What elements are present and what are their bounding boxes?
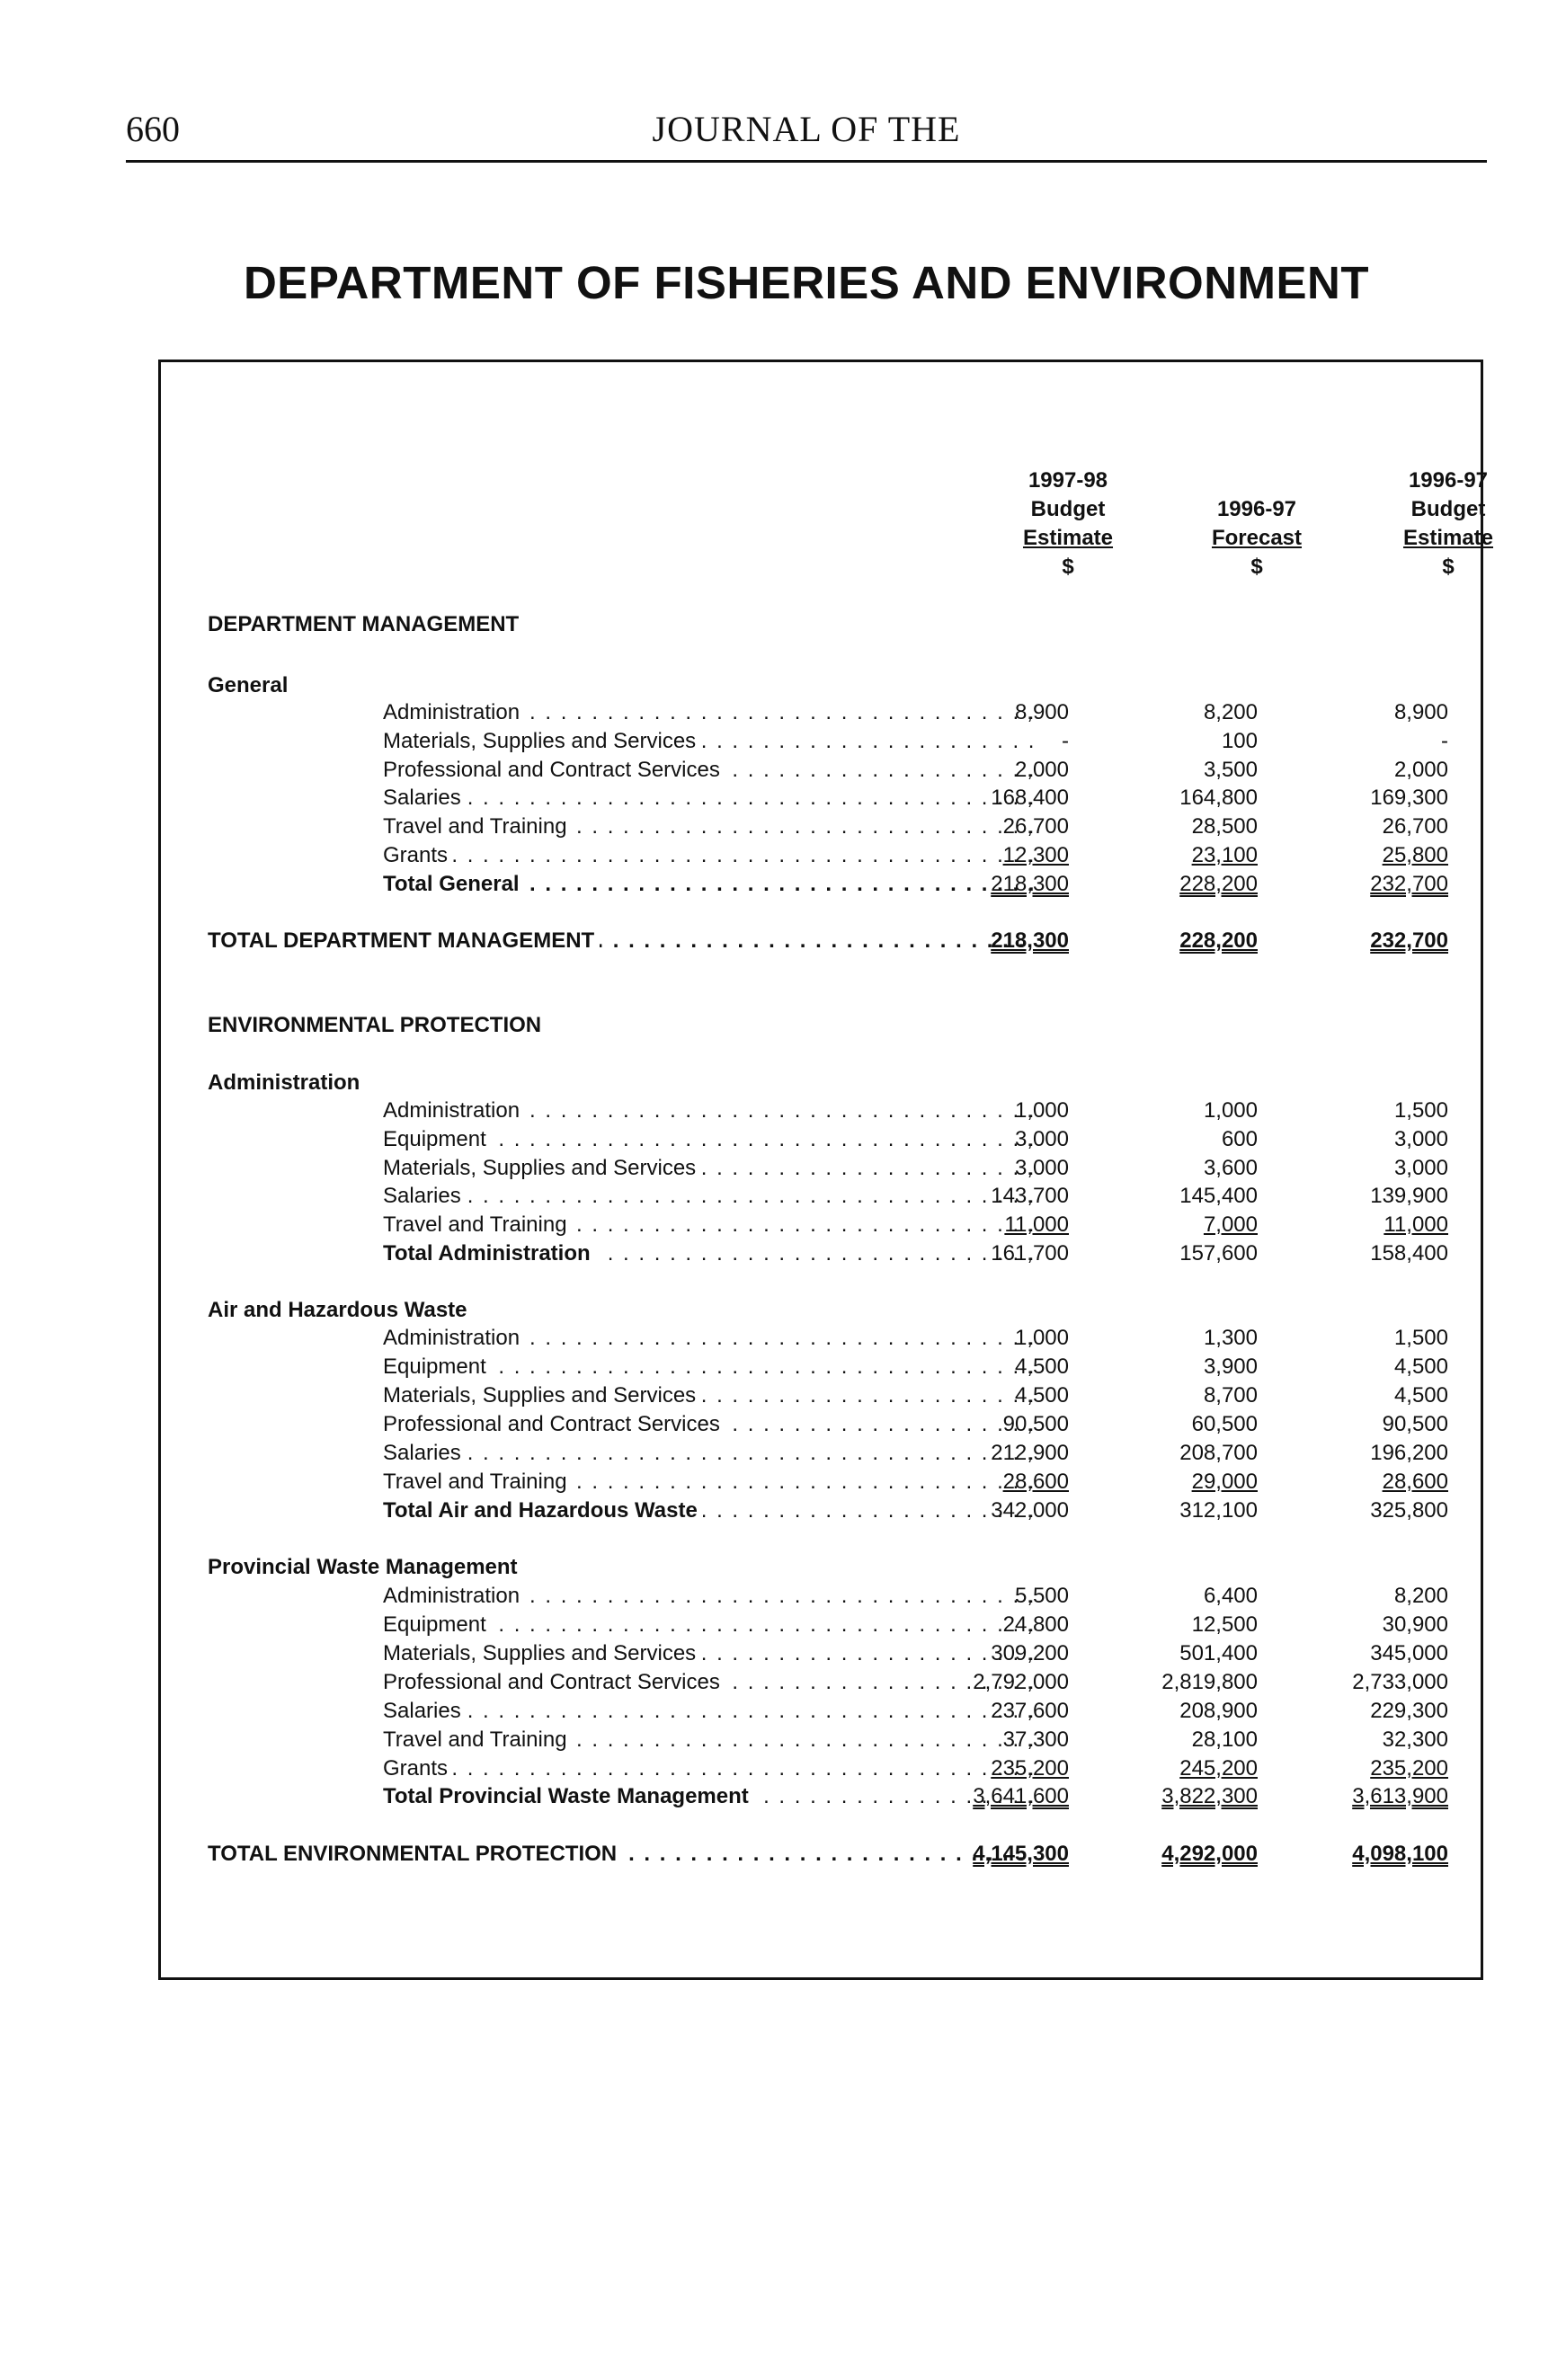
row-label: Equipment — [296, 1354, 492, 1379]
value-cell: 4,500 — [1014, 1383, 1069, 1408]
value-cell: 157,600 — [1179, 1241, 1258, 1265]
table-row — [161, 1182, 1486, 1211]
row-label: Travel and Training — [296, 1470, 573, 1494]
value-cell: 1,000 — [1014, 1098, 1069, 1123]
value-cell: 28,100 — [1191, 1727, 1258, 1752]
column-line3: Forecast — [1211, 526, 1303, 550]
value-cell: 2,733,000 — [1352, 1670, 1448, 1694]
value-cell: 3,641,600 — [973, 1784, 1069, 1808]
subtotal-row — [161, 1496, 1486, 1525]
table-row — [161, 727, 1486, 756]
value-cell: 169,300 — [1370, 786, 1448, 810]
value-cell: 1,500 — [1393, 1098, 1448, 1123]
column-year: 1997-98 — [1028, 468, 1108, 493]
row-label: Materials, Supplies and Services — [296, 1156, 701, 1180]
value-cell: 312,100 — [1179, 1498, 1258, 1523]
value-cell: 1,000 — [1203, 1098, 1258, 1123]
value-cell: 245,200 — [1179, 1756, 1258, 1781]
value-cell: 143,700 — [991, 1184, 1069, 1208]
row-label: TOTAL DEPARTMENT MANAGEMENT — [208, 928, 600, 953]
value-cell: 196,200 — [1370, 1441, 1448, 1465]
value-cell: 1,300 — [1203, 1326, 1258, 1350]
value-cell: 28,500 — [1191, 814, 1258, 839]
column-line3: Estimate — [1022, 526, 1114, 550]
table-row — [161, 1611, 1486, 1639]
table-row — [161, 1697, 1486, 1726]
value-cell: 325,800 — [1370, 1498, 1448, 1523]
table-row — [161, 1639, 1486, 1668]
value-cell: - — [1441, 729, 1448, 753]
value-cell: 2,000 — [1014, 758, 1069, 782]
budget-table-box — [158, 360, 1494, 1980]
subsection-heading: General — [208, 673, 289, 697]
value-cell: 2,819,800 — [1161, 1670, 1258, 1694]
value-cell: 4,500 — [1014, 1354, 1069, 1379]
value-cell: 145,400 — [1179, 1184, 1258, 1208]
row-label: Equipment — [296, 1127, 492, 1151]
subtotal-row — [161, 870, 1486, 899]
table-row — [161, 1726, 1486, 1754]
value-cell: 7,000 — [1203, 1212, 1258, 1237]
table-row — [161, 1353, 1486, 1381]
value-cell: 3,000 — [1014, 1127, 1069, 1151]
table-row — [161, 1324, 1486, 1353]
column-year: 1996-97 — [1408, 468, 1489, 493]
row-label: Total Administration — [296, 1241, 596, 1265]
row-label: Travel and Training — [296, 814, 573, 839]
value-cell: 5,500 — [1014, 1584, 1069, 1608]
column-line2: 1996-97 — [1216, 497, 1297, 521]
row-label: Professional and Contract Services — [296, 1412, 725, 1436]
value-cell: 8,200 — [1393, 1584, 1448, 1608]
value-cell: 6,400 — [1203, 1584, 1258, 1608]
column-line2: Budget — [1410, 497, 1486, 521]
value-cell: 208,700 — [1179, 1441, 1258, 1465]
column-header-forecast-1996-97 — [1176, 466, 1338, 582]
table-row — [161, 1410, 1486, 1439]
value-cell: 235,200 — [991, 1756, 1069, 1781]
row-label: Professional and Contract Services — [296, 758, 725, 782]
value-cell: 229,300 — [1370, 1699, 1448, 1723]
department-title: DEPARTMENT OF FISHERIES AND ENVIRONMENT — [243, 257, 1370, 308]
value-cell: 164,800 — [1179, 786, 1258, 810]
column-header-budget-1997-98 — [987, 466, 1149, 582]
value-cell: 4,292,000 — [1161, 1842, 1258, 1866]
value-cell: 60,500 — [1191, 1412, 1258, 1436]
value-cell: 139,900 — [1370, 1184, 1448, 1208]
value-cell: 4,145,300 — [973, 1842, 1069, 1866]
value-cell: 158,400 — [1370, 1241, 1448, 1265]
value-cell: 30,900 — [1382, 1612, 1448, 1637]
value-cell: 235,200 — [1370, 1756, 1448, 1781]
section-heading: ENVIRONMENTAL PROTECTION — [208, 1013, 542, 1037]
value-cell: 228,200 — [1179, 872, 1258, 896]
column-line2: Budget — [1030, 497, 1106, 521]
row-label: Salaries — [296, 1184, 467, 1208]
value-cell: 4,500 — [1393, 1354, 1448, 1379]
table-row — [161, 1439, 1486, 1468]
value-cell: 8,700 — [1203, 1383, 1258, 1408]
column-header-budget-1996-97 — [1367, 466, 1529, 582]
subsection-heading: Provincial Waste Management — [208, 1555, 518, 1579]
table-row — [161, 1097, 1486, 1125]
column-year — [1176, 466, 1338, 495]
value-cell: 11,000 — [1384, 1212, 1448, 1237]
value-cell: 208,900 — [1179, 1699, 1258, 1723]
value-cell: 3,000 — [1014, 1156, 1069, 1180]
row-label: Materials, Supplies and Services — [296, 1641, 701, 1665]
row-label: Administration — [296, 1098, 525, 1123]
value-cell: 232,700 — [1370, 928, 1448, 953]
table-row — [161, 1668, 1486, 1697]
header-rule — [126, 160, 1487, 163]
total-row — [161, 1840, 1486, 1869]
table-row — [161, 698, 1486, 727]
value-cell: 23,100 — [1191, 843, 1258, 867]
value-cell: 37,300 — [1002, 1727, 1069, 1752]
value-cell: 4,500 — [1393, 1383, 1448, 1408]
value-cell: 232,700 — [1370, 872, 1448, 896]
value-cell: 342,000 — [991, 1498, 1069, 1523]
table-row — [161, 1582, 1486, 1611]
table-row — [161, 1211, 1486, 1239]
row-label: Travel and Training — [296, 1727, 573, 1752]
value-cell: 32,300 — [1382, 1727, 1448, 1752]
value-cell: 26,700 — [1002, 814, 1069, 839]
value-cell: 218,300 — [991, 928, 1069, 953]
row-label: Grants — [296, 843, 453, 867]
table-row — [161, 756, 1486, 785]
row-label: Materials, Supplies and Services — [296, 729, 701, 753]
value-cell: 3,000 — [1393, 1127, 1448, 1151]
subsection-heading: Air and Hazardous Waste — [208, 1298, 467, 1322]
row-label: Total Provincial Waste Management — [296, 1784, 754, 1808]
value-cell: 309,200 — [991, 1641, 1069, 1665]
value-cell: 90,500 — [1002, 1412, 1069, 1436]
value-cell: 25,800 — [1382, 843, 1448, 867]
row-label: Travel and Training — [296, 1212, 573, 1237]
value-cell: 90,500 — [1382, 1412, 1448, 1436]
value-cell: 28,600 — [1002, 1470, 1069, 1494]
value-cell: 28,600 — [1382, 1470, 1448, 1494]
value-cell: 1,500 — [1393, 1326, 1448, 1350]
row-label: Total Air and Hazardous Waste — [296, 1498, 703, 1523]
subtotal-row — [161, 1782, 1486, 1811]
value-cell: 8,900 — [1393, 700, 1448, 724]
table-row — [161, 813, 1486, 841]
value-cell: 501,400 — [1179, 1641, 1258, 1665]
value-cell: 3,500 — [1203, 758, 1258, 782]
subtotal-row — [161, 1239, 1486, 1268]
value-cell: 100 — [1221, 729, 1258, 753]
value-cell: 8,900 — [1014, 700, 1069, 724]
value-cell: 8,200 — [1203, 700, 1258, 724]
table-row — [161, 841, 1486, 870]
section-heading: DEPARTMENT MANAGEMENT — [208, 612, 520, 636]
subsection-heading: Administration — [208, 1070, 360, 1095]
value-cell: 3,000 — [1393, 1156, 1448, 1180]
value-cell: 237,600 — [991, 1699, 1069, 1723]
value-cell: 161,700 — [991, 1241, 1069, 1265]
total-row — [161, 927, 1486, 955]
row-label: TOTAL ENVIRONMENTAL PROTECTION — [208, 1842, 622, 1866]
value-cell: 228,200 — [1179, 928, 1258, 953]
row-label: Administration — [296, 1584, 525, 1608]
value-cell: 168,400 — [991, 786, 1069, 810]
row-label: Materials, Supplies and Services — [296, 1383, 701, 1408]
column-unit: $ — [1062, 555, 1074, 579]
value-cell: 29,000 — [1191, 1470, 1258, 1494]
column-unit: $ — [1250, 555, 1263, 579]
value-cell: 24,800 — [1002, 1612, 1069, 1637]
row-label: Total General — [296, 872, 525, 896]
table-row — [161, 784, 1486, 813]
row-label: Salaries — [296, 1441, 467, 1465]
value-cell: 11,000 — [1004, 1212, 1069, 1237]
value-cell: 2,792,000 — [973, 1670, 1069, 1694]
value-cell: - — [1062, 729, 1069, 753]
value-cell: 1,000 — [1014, 1326, 1069, 1350]
table-row — [161, 1754, 1486, 1783]
row-label: Grants — [296, 1756, 453, 1781]
value-cell: 26,700 — [1382, 814, 1448, 839]
value-cell: 218,300 — [991, 872, 1069, 896]
value-cell: 212,900 — [991, 1441, 1069, 1465]
column-unit: $ — [1442, 555, 1455, 579]
column-line3: Estimate — [1402, 526, 1494, 550]
journal-title: JOURNAL OF THE — [652, 109, 961, 149]
value-cell: 3,613,900 — [1352, 1784, 1448, 1808]
page-number: 660 — [126, 109, 180, 149]
table-row — [161, 1154, 1486, 1183]
value-cell: 600 — [1221, 1127, 1258, 1151]
row-label: Salaries — [296, 786, 467, 810]
value-cell: 3,822,300 — [1161, 1784, 1258, 1808]
row-label: Equipment — [296, 1612, 492, 1637]
row-label: Administration — [296, 1326, 525, 1350]
table-row — [161, 1125, 1486, 1154]
table-row — [161, 1468, 1486, 1496]
row-label: Salaries — [296, 1699, 467, 1723]
page-header — [126, 108, 1487, 162]
table-row — [161, 1381, 1486, 1410]
row-label: Administration — [296, 700, 525, 724]
value-cell: 12,500 — [1191, 1612, 1258, 1637]
value-cell: 4,098,100 — [1352, 1842, 1448, 1866]
value-cell: 3,900 — [1203, 1354, 1258, 1379]
value-cell: 3,600 — [1203, 1156, 1258, 1180]
value-cell: 2,000 — [1393, 758, 1448, 782]
value-cell: 345,000 — [1370, 1641, 1448, 1665]
row-label: Professional and Contract Services — [296, 1670, 725, 1694]
value-cell: 12,300 — [1002, 843, 1069, 867]
